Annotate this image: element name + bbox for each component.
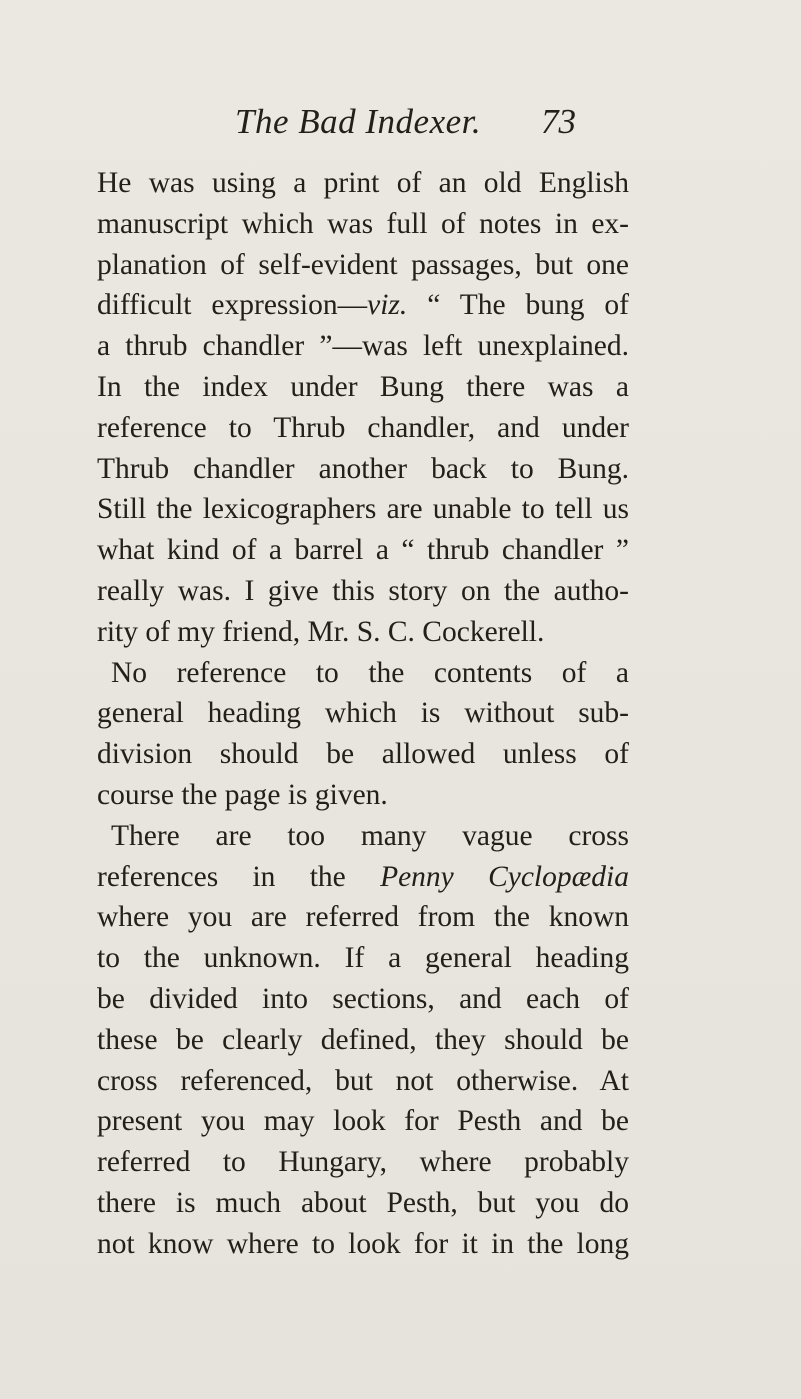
text-segment: In the index under Bung there was a xyxy=(97,370,629,403)
text-segment: general heading which is without sub- xyxy=(97,697,629,730)
text-line xyxy=(97,449,629,490)
text-line xyxy=(97,1142,629,1183)
text-line xyxy=(97,1183,629,1224)
text-segment: there is much about Pesth, but you do xyxy=(97,1186,629,1219)
text-segment: references in the xyxy=(97,860,381,893)
text-line xyxy=(97,1101,629,1142)
text-segment: to the unknown. If a general heading xyxy=(97,942,629,975)
text-line xyxy=(97,326,629,367)
text-segment: reference to Thrub chandler, and under xyxy=(97,411,629,444)
text-segment: be divided into sections, and each of xyxy=(97,982,629,1015)
text-segment: where you are referred from the known xyxy=(97,901,629,934)
text-line xyxy=(97,612,629,653)
text-segment: planation of self-evident passages, but one xyxy=(97,248,629,281)
text-segment: really was. I give this story on the autho- xyxy=(97,574,629,607)
text-line xyxy=(97,938,629,979)
text-segment: “ The bung of xyxy=(407,289,630,322)
text-line xyxy=(97,816,629,857)
page-number: 73 xyxy=(541,102,576,141)
text-line xyxy=(97,693,629,734)
text-line xyxy=(97,571,629,612)
text-line xyxy=(97,1061,629,1102)
text-line xyxy=(97,1224,629,1265)
text-segment: what kind of a barrel a “ thrub chandler ” xyxy=(97,534,629,567)
running-title: The Bad Indexer. xyxy=(235,102,482,141)
text-segment: a thrub chandler ”—was left unexplained. xyxy=(97,330,629,363)
text-segment: manuscript which was full of notes in ex- xyxy=(97,207,629,240)
text-line xyxy=(97,530,629,571)
text-line xyxy=(97,734,629,775)
text-segment: referred to Hungary, where probably xyxy=(97,1146,629,1179)
italic-text-segment: Penny Cyclopædia xyxy=(380,860,630,893)
running-header xyxy=(0,98,801,146)
text-line xyxy=(97,204,629,245)
text-segment: Still the lexicographers are unable to tell us xyxy=(97,493,629,526)
text-line xyxy=(97,1020,629,1061)
text-line xyxy=(97,163,629,204)
text-line xyxy=(97,979,629,1020)
italic-text-segment: viz. xyxy=(367,289,408,322)
text-line xyxy=(97,367,629,408)
text-segment: rity of my friend, Mr. S. C. Cockerell. xyxy=(97,615,545,648)
text-line xyxy=(97,489,629,530)
text-segment: present you may look for Pesth and be xyxy=(97,1105,629,1138)
text-line xyxy=(97,285,629,326)
text-segment: There are too many vague cross xyxy=(111,819,629,852)
text-line xyxy=(97,653,629,694)
text-line xyxy=(97,897,629,938)
text-segment: course the page is given. xyxy=(97,778,388,811)
text-line xyxy=(97,775,629,816)
text-segment: not know where to look for it in the long xyxy=(97,1227,629,1260)
text-segment: He was using a print of an old English xyxy=(97,167,629,199)
text-line xyxy=(97,245,629,286)
text-segment: cross referenced, but not otherwise. At xyxy=(97,1064,629,1097)
text-segment: these be clearly defined, they should be xyxy=(97,1023,629,1056)
text-line xyxy=(97,408,629,449)
body-text xyxy=(97,163,629,1265)
text-segment: difficult expression— xyxy=(97,289,368,322)
text-segment: No reference to the contents of a xyxy=(111,656,629,689)
text-line xyxy=(97,857,629,898)
text-segment: Thrub chandler another back to Bung. xyxy=(97,452,629,485)
text-segment: division should be allowed unless of xyxy=(97,738,629,771)
